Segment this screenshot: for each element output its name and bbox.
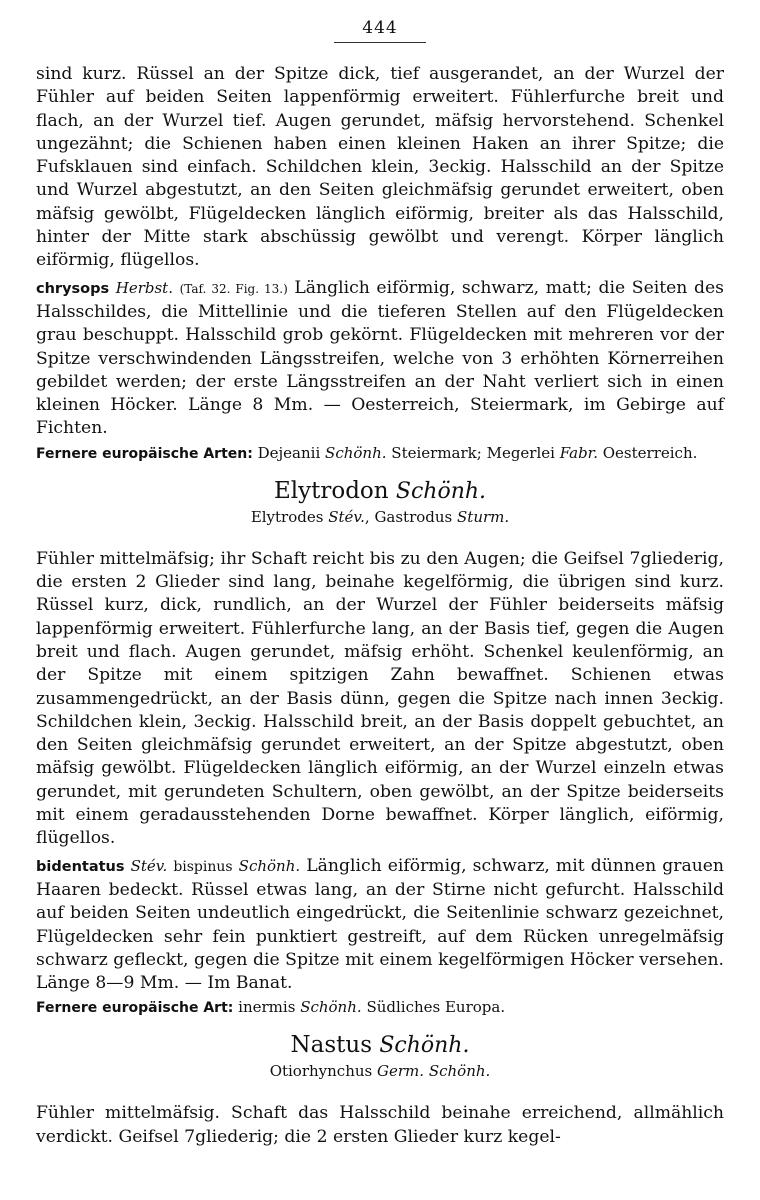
species-author: Stév. xyxy=(130,856,168,875)
further-species-name: Dejeanii xyxy=(257,443,321,462)
species-synonym-author: Schönh. xyxy=(238,856,301,875)
figure-reference: (Taf. 32. Fig. 13.) xyxy=(179,281,288,296)
page-number: 444 xyxy=(362,18,398,38)
genus-heading-elytrodon xyxy=(36,478,724,504)
species-bidentatus xyxy=(36,855,724,996)
genus-heading-nastus xyxy=(36,1032,724,1058)
species-description: Länglich eiförmig, schwarz, matt; die Seiten des Halsschildes, die Mittellinie und die tieferen Stellen auf den Flügeldecken grau beschuppt. Halsschild grob gekörnt. Flügeldecken mit mehreren vor der Spitze verschwindenden Längsstreifen, welche von 3 erhöhten Körnerreihen gebildet werden; der erste Längsstreifen an der Naht verliert sich in einen kleinen Höcker. Länge 8 Mm. — Oesterreich, Steiermark, im Gebirge auf Fichten. xyxy=(36,277,724,439)
synonym-author: Stév. xyxy=(328,507,365,526)
further-species-region: Steiermark; xyxy=(391,443,482,462)
further-species-region: Oesterreich. xyxy=(602,443,698,462)
further-species-name: inermis xyxy=(238,998,296,1017)
species-name: chrysops xyxy=(36,280,110,297)
synonym-author: Germ. xyxy=(377,1062,425,1081)
synonym-author: Sturm. xyxy=(457,507,510,526)
species-synonym: bispinus xyxy=(173,858,233,875)
intro-paragraph: sind kurz. Rüssel an der Spitze dick, tief ausgerandet, an der Wurzel der Fühler auf beiden Seiten lappenförmig erweitert. Fühlerfurche breit und flach, an der Wurzel tief. Augen gerundet, mäfsig hervorstehend. Schenkel ungezähnt; die Schienen haben einen kleinen Haken an ihrer Spitze; die Fufsklauen sind einfach. Schildchen klein, 3eckig. Halsschild an der Spitze und Wurzel abgestutzt, an den Seiten gleichmäfsig gerundet erweitert, oben mäfsig gewölbt, Flügeldecken länglich eiförmig, breiter als das Halsschild, hinter der Mitte stark abschüssig gewölbt und verengt. Körper länglich eiförmig, flügellos. xyxy=(36,64,724,271)
header-rule xyxy=(334,42,426,43)
genus-name: Elytrodon xyxy=(273,477,389,504)
further-species-label: Fernere europäische Art: xyxy=(36,1000,234,1017)
further-species-label: Fernere europäische Arten: xyxy=(36,445,253,462)
further-species-author: Schönh. xyxy=(300,998,362,1017)
genus-synonyms xyxy=(36,1062,724,1080)
species-chrysops xyxy=(36,277,724,441)
genus-name: Nastus xyxy=(290,1032,373,1059)
species-name: bidentatus xyxy=(36,858,125,875)
genus-author: Schönh. xyxy=(379,1033,470,1059)
genus-synonyms: Elytrodes Stév., Gastrodus Sturm. xyxy=(250,507,510,526)
further-species-region: Südliches Europa. xyxy=(366,998,506,1017)
genus-description: Fühler mittelmäfsig; ihr Schaft reicht bis zu den Augen; die Geifsel 7gliederig, die ersten 2 Glieder sind lang, beinahe kegelförmig, die übrigen sind kurz. Rüssel kurz, dick, rundlich, an der Wurzel der Fühler beiderseits mäfsig lappenförmig erweitert. Fühlerfurche lang, an der Basis tief, gegen die Augen breit und flach. Augen gerundet, mäfsig erhöht. Schenkel keulenförmig, an der Spitze mit einem spitzigen Zahn bewaffnet. Schienen etwas zusammengedrückt, an der Basis dünn, gegen die Spitze nach innen 3eckig. Schildchen klein, 3eckig. Halsschild breit, an der Basis doppelt gebuchtet, an den Seiten gleichmäfsig gerundet erweitert, an der Spitze abgestutzt, oben mäfsig gewölbt. Flügeldecken länglich eiförmig, an der Wurzel einzeln etwas gerundet, mit gerundeten Schultern, oben gewölbt, an der Spitze beiderseits mit einem geradausstehenden Dorne bewaffnet. Körper länglich, eiförmig, flügellos. xyxy=(36,548,724,849)
further-species-1 xyxy=(36,443,724,464)
synonym-name: Elytrodes xyxy=(250,507,324,526)
synonym-name: Gastrodus xyxy=(374,507,453,526)
species-author: Herbst. xyxy=(115,278,173,297)
synonym-author: Schönh. xyxy=(428,1062,491,1081)
species-description: Länglich eiförmig, schwarz, mit dünnen grauen Haaren bedeckt. Rüssel etwas lang, an der Stirne nicht gefurcht. Halsschild auf beiden Seiten undeutlich eingedrückt, die Seitenlinie schwarz gezeichnet, Flügeldecken sehr fein punktiert gestreift, auf dem Rücken unregelmäfsig schwarz gefleckt, gegen die Spitze mit einem kegelförmigen Höcker versehen. Länge 8—9 Mm. — Im Banat. xyxy=(36,855,724,994)
further-species-author: Fabr. xyxy=(559,443,598,462)
genus-description: Fühler mittelmäfsig. Schaft das Halsschild beinahe erreichend, allmählich verdickt. Geifsel 7gliederig; die 2 ersten Glieder kurz kegel- xyxy=(36,1103,724,1147)
further-species-name: Megerlei xyxy=(486,443,555,462)
further-species-author: Schönh. xyxy=(325,443,387,462)
genus-author: Schönh. xyxy=(395,478,487,504)
synonym-name: Otiorhynchus xyxy=(269,1062,373,1081)
further-species-2 xyxy=(36,997,724,1018)
